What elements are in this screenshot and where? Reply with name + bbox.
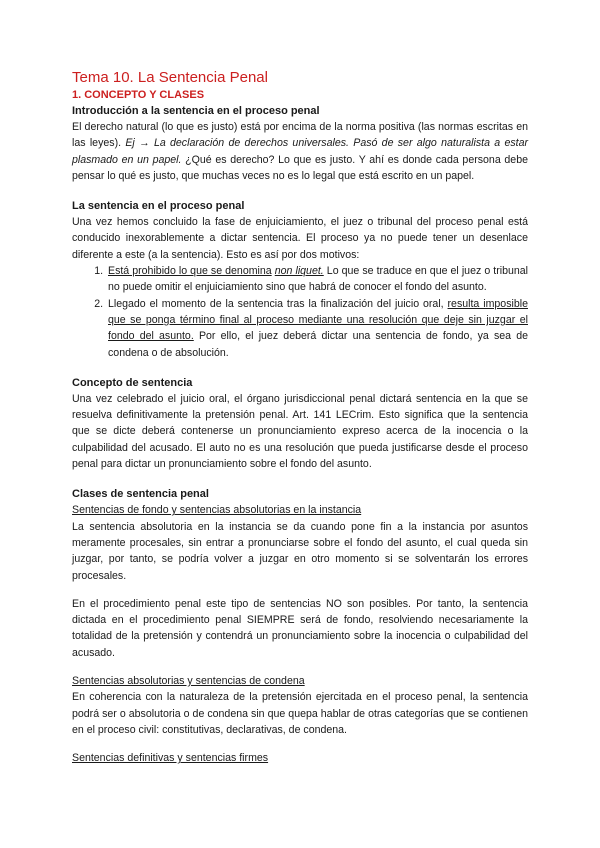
clases-subheading-2: Sentencias absolutorias y sentencias de condena xyxy=(72,675,305,688)
intro-heading: Introducción a la sentencia en el proceso penal xyxy=(72,105,320,117)
clases-subheading-1: Sentencias de fondo y sentencias absolutorias en la instancia xyxy=(72,504,362,517)
list-item: 1. Está prohibido lo que se denomina non liquet. Lo que se traduce en que el juez o tribunal no puede omitir el enjuiciamiento sino que habrá de conocer el fondo del asunto. xyxy=(106,263,528,296)
document-page xyxy=(72,68,528,767)
list-item: 2. Llegado el momento de la sentencia tras la finalización del juicio oral, resulta imposible que se ponga término final al proceso mediante una resolución que deje sin juzgar el fondo del asunto. Por ello, el juez deberá dictar una sentencia de fondo, ya sea de condena o de absolución. xyxy=(106,296,528,361)
intro-example: Ej → La declaración de derechos universales. Pasó de ser algo naturalista a estar plasmado en un papel. xyxy=(72,137,528,166)
clases-heading: Clases de sentencia penal xyxy=(72,488,209,501)
intro-paragraph: El derecho natural (lo que es justo) está por encima de la norma positiva (las normas escritas en las leyes). Ej → La declaración de derechos universales. Pasó de ser algo naturalista a estar plasmado en un papel. ¿Qué es derecho? Lo que es justo. Y ahí es donde cada persona debe pensar lo qué es justo, que muchas veces no es lo legal que está escrito en un papel. xyxy=(72,121,528,182)
clases-subheading-3: Sentencias definitivas y sentencias firmes xyxy=(72,752,269,765)
motivos-list xyxy=(72,263,528,361)
concepto-paragraph: Una vez celebrado el juicio oral, el órgano jurisdiccional penal dictará sentencia en la que se resuelva definitivamente la pretensión penal. Art. 141 LECrim. Esto significa que la sentencia que se dicte deberá contenerse un pronunciamiento expreso acerca de la inocencia o la culpabilidad del acusado. El auto no es una resolución que pueda justificarse desde el proceso penal para dictar un pronunciamiento sobre el fondo del asunto. xyxy=(72,392,528,471)
document-title: Tema 10. La Sentencia Penal xyxy=(72,69,268,86)
proceso-heading: La sentencia en el proceso penal xyxy=(72,200,245,213)
section-title: 1. CONCEPTO Y CLASES xyxy=(72,89,205,101)
concepto-heading: Concepto de sentencia xyxy=(72,376,193,389)
proceso-paragraph: Una vez hemos concluido la fase de enjuiciamiento, el juez o tribunal del proceso penal está conducido inexorablemente a dictar sentencia. El proceso ya no puede tener un desenlace diferente a este (a la sentencia). Esto es así por dos motivos: xyxy=(72,216,528,261)
clases-paragraph-3: En coherencia con la naturaleza de la pretensión ejercitada en el proceso penal, la sentencia podrá ser o absolutoria o de condena sin que quepa hablar de otras categorías que se contienen en el proceso civil: constitutivas, declarativas, de condena. xyxy=(72,691,528,736)
clases-paragraph-1: La sentencia absolutoria en la instancia se da cuando pone fin a la instancia por asuntos meramente procesales, sin entrar a pronunciarse sobre el fondo del asunto, el cual queda sin juzgar, por tanto, se podría volver a juzgar en otro momento si se solventarán los errores procesales. xyxy=(72,520,528,582)
clases-paragraph-2: En el procedimiento penal este tipo de sentencias NO son posibles. Por tanto, la sentencia dictada en el procedimiento penal SIEMPRE será de fondo, resolviendo necesariamente la totalidad de la pretensión y contendrá un pronunciamiento sobre la inocencia o culpabilidad del acusado. xyxy=(72,597,528,659)
